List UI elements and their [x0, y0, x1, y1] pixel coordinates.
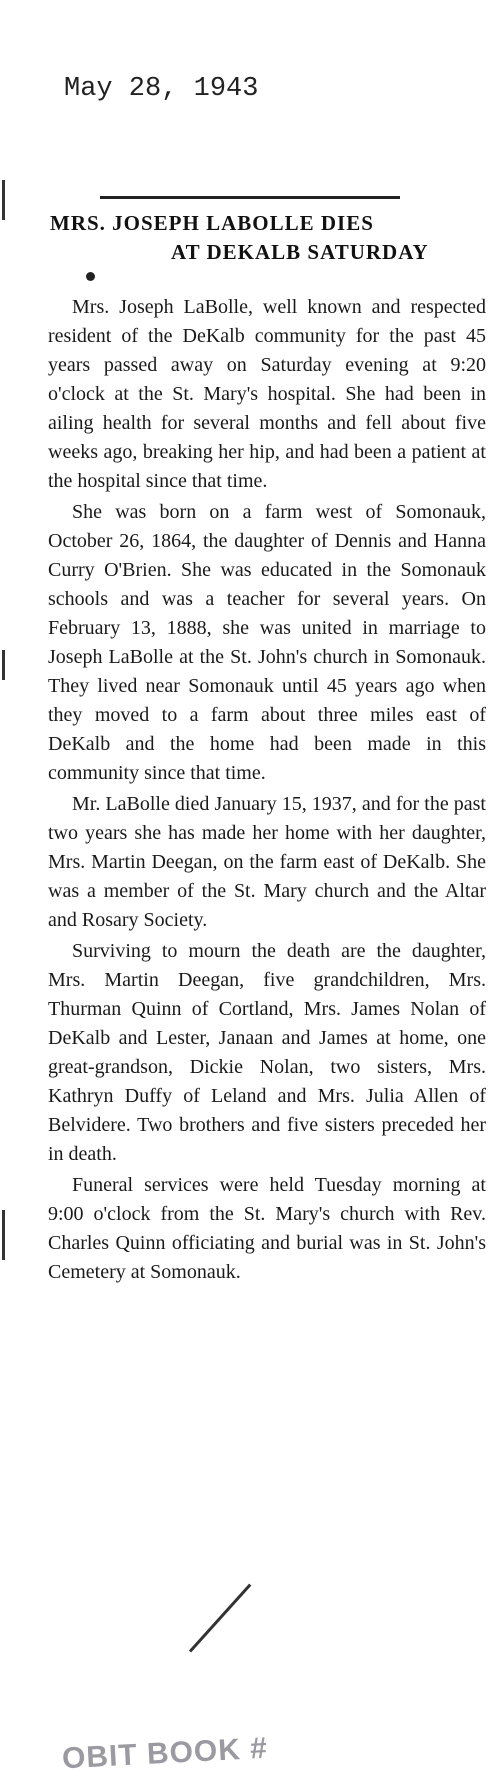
headline-rule: [100, 196, 400, 199]
left-edge-mark: [2, 180, 5, 220]
paragraph: Mrs. Joseph LaBolle, well known and respected resident of the DeKalb community for the past 45 years passed away on Saturday evening at 9:20 o'clock at the St. Mary's hospital. She had been in ailing health for several months and fell about five weeks ago, breaking her hip, and had been a patient at the hospital since that time.: [48, 296, 486, 492]
article-body: [36, 293, 496, 1287]
obituary-clipping: [36, 196, 496, 1289]
headline-line-1: MRS. JOSEPH LABOLLE DIES: [50, 211, 374, 235]
headline-line-2: AT DEKALB SATURDAY: [171, 240, 429, 264]
left-edge-mark: [2, 1210, 5, 1260]
left-edge-mark: [2, 650, 5, 680]
paragraph: Funeral services were held Tuesday morning at 9:00 o'clock from the St. Mary's church with Rev. Charles Quinn officiating and burial was in St. John's Cemetery at Somonauk.: [48, 1174, 486, 1283]
pen-mark: [189, 1584, 251, 1653]
paragraph: Surviving to mourn the death are the daughter, Mrs. Martin Deegan, five grandchildren, Mrs. Thurman Quinn of Cortland, Mrs. James Nolan of DeKalb and Lester, Janaan and James at home, one great-grandson, Dickie Nolan, two sisters, Mrs. Kathryn Duffy of Leland and Mrs. Julia Allen of Belvidere. Two brothers and five sisters preceded her in death.: [48, 940, 486, 1165]
clipping-date: May 28, 1943: [64, 74, 259, 104]
ink-spot: [86, 272, 95, 281]
headline: [36, 209, 496, 267]
paragraph: Mr. LaBolle died January 15, 1937, and for the past two years she has made her home with her daughter, Mrs. Martin Deegan, on the farm east of DeKalb. She was a member of the St. Mary church and the Altar and Rosary Society.: [48, 793, 486, 931]
obit-book-stamp: OBIT BOOK #: [61, 1731, 269, 1776]
paragraph: She was born on a farm west of Somonauk, October 26, 1864, the daughter of Dennis and Hanna Curry O'Brien. She was educated in the Somonauk schools and was a teacher for several years. On February 13, 1888, she was united in marriage to Joseph LaBolle at the St. John's church in Somonauk. They lived near Somonauk until 45 years ago when they moved to a farm about three miles east of DeKalb and the home had been made in this community since that time.: [48, 501, 486, 784]
